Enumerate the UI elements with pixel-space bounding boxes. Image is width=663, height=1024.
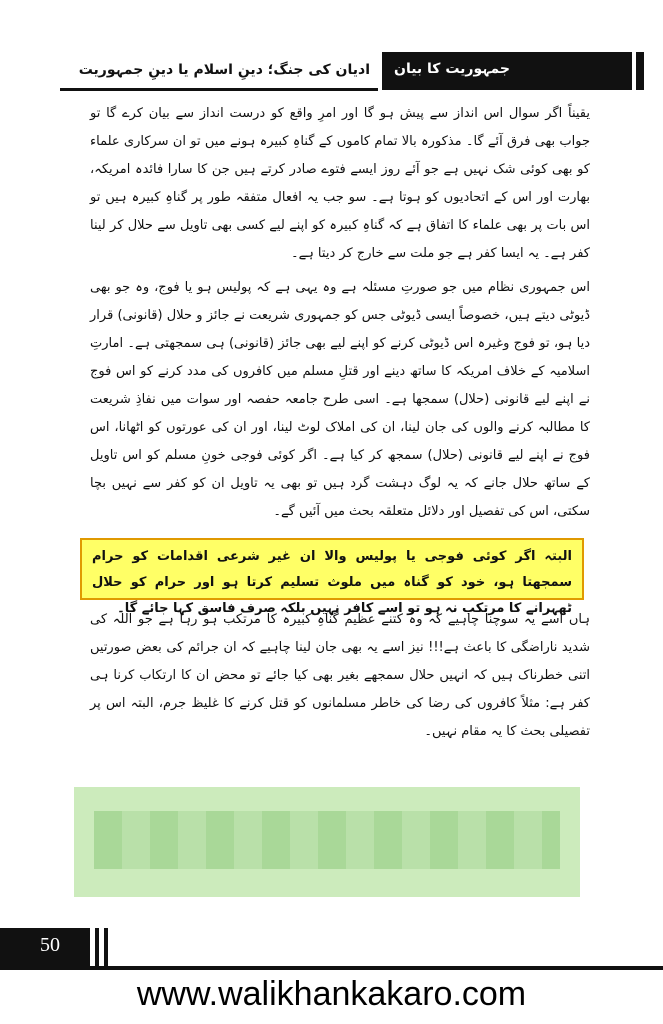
footer-bar [95,928,99,966]
paragraph-1: یقیناً اگر سوال اس انداز سے پیش ہو گا اور امرِ واقع کو درست انداز سے بیان کرے گا تو جواب بھی فرق آئے گا۔ مذکورہ بالا تمام کاموں کے گناہِ کبیرہ ہونے میں تو ان سرکاری علماء کو بھی کوئی شک نہیں ہے جو آئے روز ایسے فتوے صادر کرتے ہیں جن کا سارا فائدہ امریکہ، بھارت اور اس کے اتحادیوں کو ہوتا ہے۔ سو جب یہ افعال متفقہ طور پر گناہِ کبیرہ ہیں تو اس بات پر بھی علماء کا اتفاق ہے کہ گناہِ کبیرہ کو اپنے لیے کسی بھی تاویل سے حلال کر لینا کفر ہے۔ یہ ایسا کفر ہے جو ملت سے خارج کر دیتا ہے۔ [90,106,590,261]
header-chapter-title-bar [60,52,378,91]
body-text [90,100,590,532]
header-section-title-bar [382,52,644,90]
paragraph-2: اس جمہوری نظام میں جو صورتِ مسئلہ ہے وہ یہی ہے کہ پولیس ہو یا فوج، وہ جو بھی ڈیوٹی دیتے ہیں، خصوصاً ایسی ڈیوٹی جس کو جمہوری شریعت نے جائز و حلال (قانونی) قرار دیا ہو، تو فوج وغیرہ اس ڈیوٹی کرنے کو اپنے لیے بھی جائز (قانونی) ہی سمجھتی ہے۔ امارتِ اسلامیہ کے خلاف امریکہ کا ساتھ دینے اور قتلِ مسلم میں کافروں کی مدد کرنے کو اس فوج نے اپنے لیے قانونی (حلال) سمجھا ہے۔ اسی طرح جامعہ حفصہ اور سوات میں نفاذِ شریعت کا مطالبہ کرنے والوں کی جان لینا، ان کی املاک لوٹ لینا، اور ان کی عورتوں کو اٹھانا، اس فوج نے اپنے لیے قانونی (حلال) سمجھ کر کیا ہے۔ اگر کوئی فوجی خونِ مسلم کو اس تاویل کے ساتھ حلال جانے کہ یہ لوگ دہشت گرد ہیں تو بھی یہ تاویل ان کو کفر سے نہیں بچا سکتی، اس کی تفصیل اور دلائل متعلقہ بحث میں آئیں گے۔ [90,280,590,519]
header-stripe [632,52,636,90]
header-section-title: جمہوریت کا بیان [394,61,510,77]
highlighted-note: البتہ اگر کوئی فوجی یا پولیس والا ان غیر شرعی اقدامات کو حرام سمجھتا ہو، خود کو گناہ میں ملوث تسلیم کرتا ہو اور حرام کو حلال ٹھہرانے کا مرتکب نہ ہو تو اسے کافر نہیں بلکہ صرف فاسق کہا جائے گا۔ [80,538,584,600]
banner-band [94,811,560,869]
header-book-title: ادیان کی جنگ؛ دینِ اسلام یا دینِ جمہوریت [78,62,370,78]
blurred-banner-image [74,787,580,897]
website-url[interactable]: www.walikhankakaro.com [136,975,527,1013]
footer-divider [0,966,663,970]
page-number: 50 [40,934,60,956]
footer-bar [104,928,108,966]
paragraph-3: ہاں اسے یہ سوچنا چاہیے کہ وہ کتنے عظیم گناہِ کبیرہ کا مرتکب ہو رہا ہے جو اللہ کی شدید ناراضگی کا باعث ہے!!! نیز اسے یہ بھی جان لینا چاہیے کہ ان جرائم کی بعض صورتیں اتنی خطرناک ہیں کہ انہیں حلال سمجھے بغیر بھی کیا جائے تو محض ان کا ارتکاب کرنا ہی کفر ہے: مثلاً کافروں کی رضا کی خاطر مسلمانوں کو قتل کرنے کا غلیظ جرم، البتہ اس پر تفصیلی بحث کا یہ مقام نہیں۔ [90,612,590,739]
body-text-continued [90,606,590,746]
